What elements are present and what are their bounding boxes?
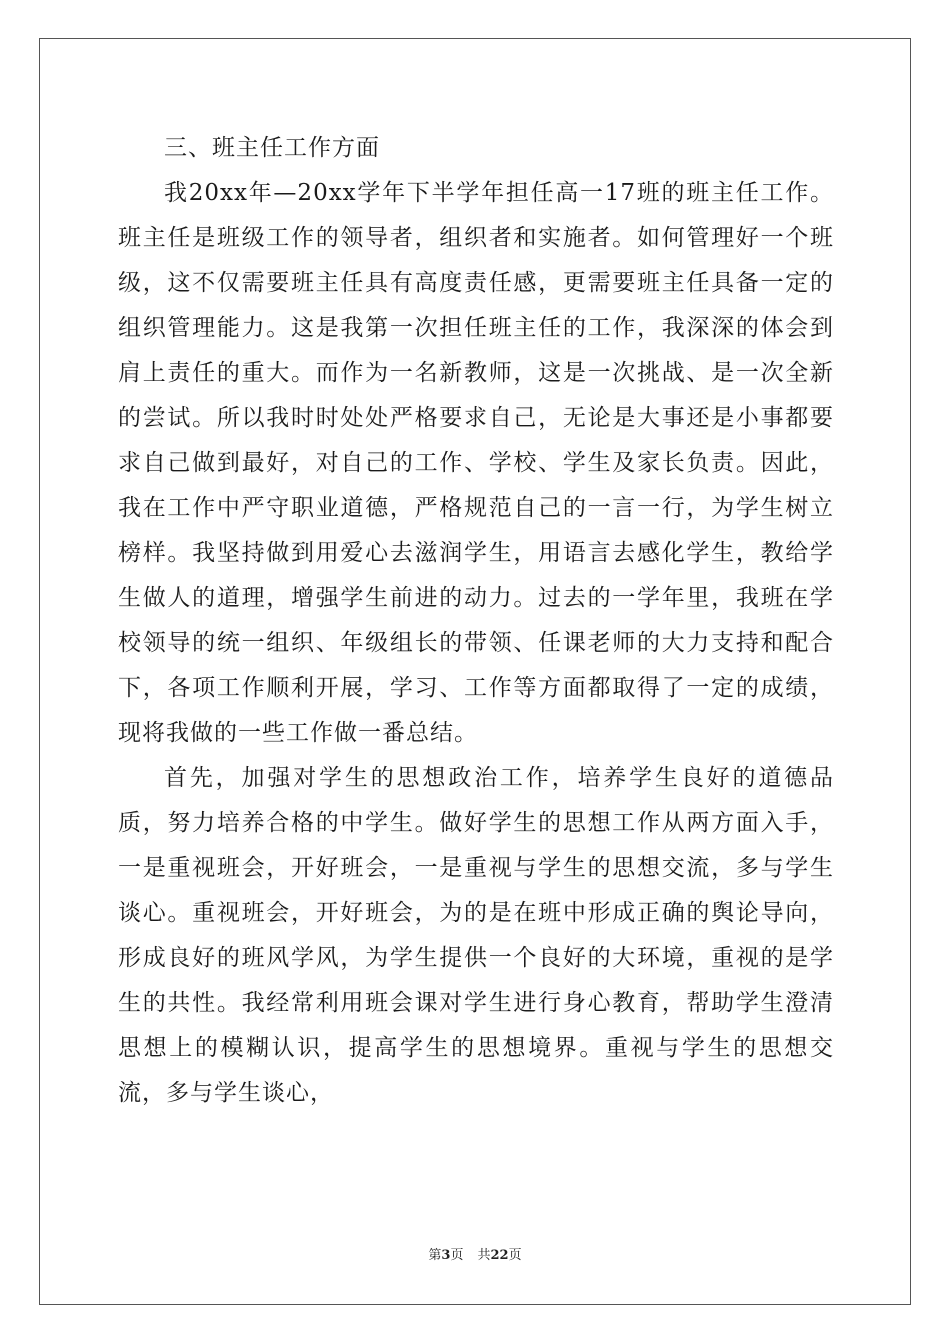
total-suffix: 页 (508, 1248, 522, 1263)
total-page-number: 22 (490, 1248, 509, 1263)
page-footer (0, 1244, 950, 1263)
section-heading: 三、班主任工作方面 (164, 135, 380, 161)
page-prefix: 第 (428, 1248, 442, 1263)
current-page-number: 3 (441, 1248, 451, 1263)
paragraph-1: 我20xx年—20xx学年下半学年担任高一17班的班主任工作。班主任是班级工作的领导者，组织者和实施者。如何管理好一个班级，这不仅需要班主任具有高度责任感，更需要班主任具备一定的组织管理能力。这是我第一次担任班主任的工作，我深深的体会到肩上责任的重大。而作为一名新教师，这是一次挑战、是一次全新的尝试。所以我时时处处严格要求自己，无论是大事还是小事都要求自己做到最好，对自己的工作、学校、学生及家长负责。因此，我在工作中严守职业道德，严格规范自己的一言一行，为学生树立榜样。我坚持做到用爱心去滋润学生，用语言去感化学生，教给学生做人的道理，增强学生前进的动力。过去的一学年里，我班在学校领导的统一组织、年级组长的带领、任课老师的大力支持和配合下，各项工作顺利开展，学习、工作等方面都取得了一定的成绩，现将我做的一些工作做一番总结。 (118, 180, 834, 746)
document-body (118, 126, 834, 1116)
total-prefix: 共 (477, 1248, 491, 1263)
page-suffix: 页 (450, 1248, 464, 1263)
paragraph-2: 首先，加强对学生的思想政治工作，培养学生良好的道德品质，努力培养合格的中学生。做好学生的思想工作从两方面入手，一是重视班会，开好班会，一是重视与学生的思想交流，多与学生谈心。重视班会，开好班会，为的是在班中形成正确的舆论导向，形成良好的班风学风，为学生提供一个良好的大环境，重视的是学生的共性。我经常利用班会课对学生进行身心教育，帮助学生澄清思想上的模糊认识，提高学生的思想境界。重视与学生的思想交流，多与学生谈心， (118, 765, 834, 1106)
